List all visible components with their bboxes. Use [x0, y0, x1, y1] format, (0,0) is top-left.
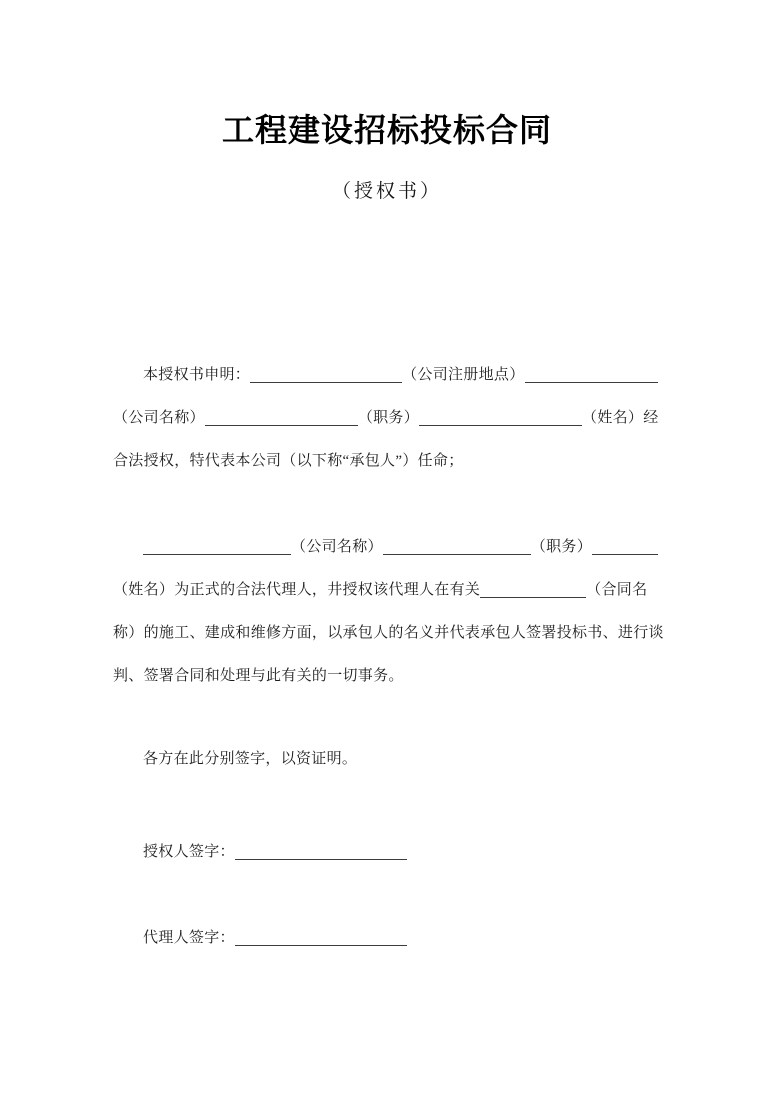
- fill-in-blank[interactable]: [480, 585, 586, 598]
- fill-in-blank[interactable]: [592, 542, 658, 555]
- fill-in-blank[interactable]: [205, 413, 358, 426]
- text-segment: 各方在此分别签字，以资证明。: [143, 751, 358, 767]
- principal-signature-line: [113, 831, 665, 874]
- declaration-paragraph: [113, 354, 665, 483]
- document-subtitle: （授权书）: [331, 181, 442, 202]
- text-segment: （职务）: [357, 410, 420, 426]
- document-title: 工程建设招标投标合同: [221, 112, 552, 149]
- text-segment: 称）的施工、建成和维修方面，以承包人的名义并代表承包人签署投标书、进行谈: [113, 625, 664, 641]
- agent-signature-line: [113, 917, 665, 960]
- fill-in-blank[interactable]: [419, 413, 582, 426]
- text-segment: （姓名）经: [582, 410, 659, 426]
- text-segment: 代理人签字：: [143, 930, 235, 946]
- fill-in-blank[interactable]: [235, 847, 407, 860]
- document-line: [113, 569, 665, 612]
- text-segment: （职务）: [530, 539, 593, 555]
- text-segment: 判、签署合同和处理与此有关的一切事务。: [113, 668, 404, 684]
- text-segment: 授权人签字：: [143, 844, 235, 860]
- text-segment: （公司名称）: [113, 410, 205, 426]
- text-segment: （合同名: [586, 582, 648, 598]
- document-line: [113, 397, 665, 440]
- fill-in-blank[interactable]: [235, 933, 407, 946]
- document-line: [113, 440, 665, 483]
- text-segment: 本授权书申明：: [143, 367, 251, 383]
- text-segment: （姓名）为正式的合法代理人，井授权该代理人在有关: [113, 582, 481, 598]
- document-line: [113, 738, 665, 781]
- closing-statement: [113, 738, 665, 781]
- document-line: [113, 917, 665, 960]
- document-line: [113, 831, 665, 874]
- document-line: [113, 354, 665, 397]
- fill-in-blank[interactable]: [143, 542, 291, 555]
- fill-in-blank[interactable]: [525, 370, 658, 383]
- fill-in-blank[interactable]: [383, 542, 531, 555]
- appointment-paragraph: [113, 526, 665, 698]
- text-segment: （公司注册地点）: [402, 367, 525, 383]
- text-segment: （公司名称）: [291, 539, 383, 555]
- document-line: [113, 526, 665, 569]
- text-segment: 合法授权，特代表本公司（以下称“承包人”）任命；: [113, 453, 464, 469]
- document-line: [113, 655, 665, 698]
- document-line: [113, 612, 665, 655]
- fill-in-blank[interactable]: [250, 370, 402, 383]
